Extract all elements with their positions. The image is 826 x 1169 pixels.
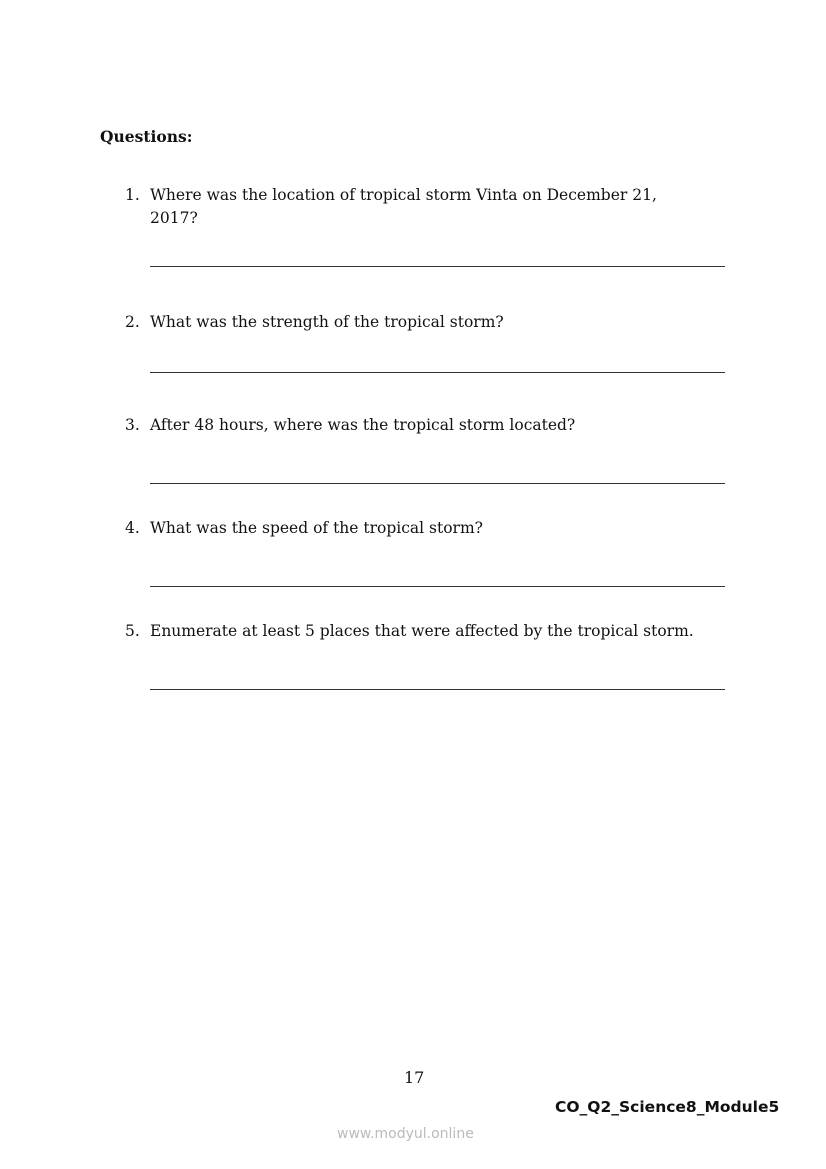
page-number: 17 [404,1068,425,1087]
questions-heading: Questions: [100,127,193,146]
question-number: 4. [125,519,140,537]
question-text: Where was the location of tropical storm Vinta on December 21, 2017? [150,186,657,227]
answer-line-4[interactable] [150,586,725,587]
question-text: Enumerate at least 5 places that were affected by the tropical storm. [150,622,694,640]
answer-line-2[interactable] [150,372,725,373]
answer-line-3[interactable] [150,483,725,484]
question-text: What was the speed of the tropical storm? [150,519,483,537]
question-number: 2. [125,313,140,331]
question-number: 1. [125,186,140,204]
watermark: www.modyul.online [337,1126,474,1142]
question-text: What was the strength of the tropical storm? [150,313,504,331]
answer-line-5[interactable] [150,689,725,690]
question-text: After 48 hours, where was the tropical storm located? [150,416,576,434]
question-number: 3. [125,416,140,434]
module-code: CO_Q2_Science8_Module5 [555,1098,780,1116]
answer-line-1[interactable] [150,266,725,267]
question-number: 5. [125,622,140,640]
